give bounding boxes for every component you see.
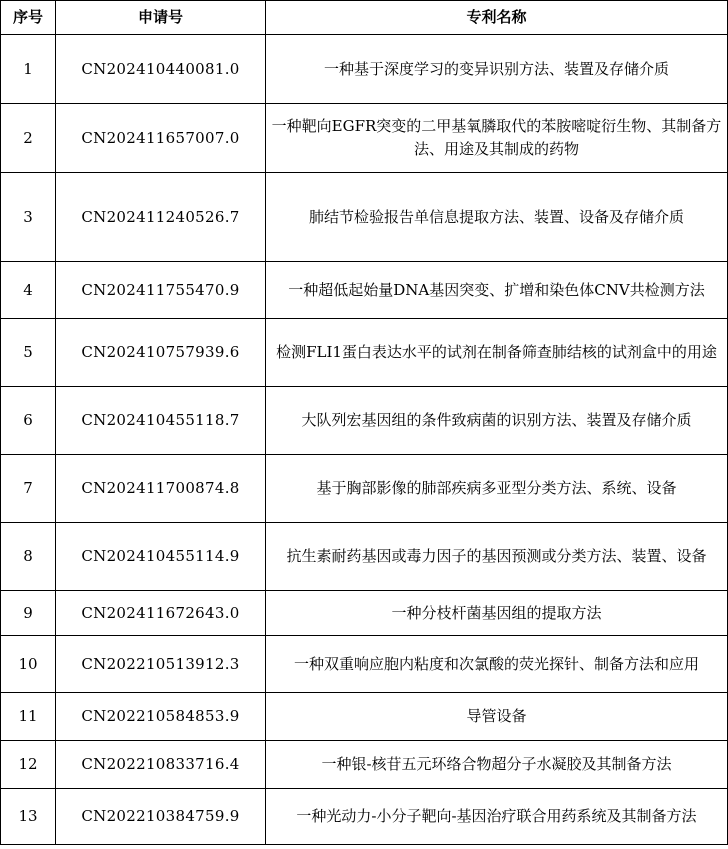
table-row [1,523,728,591]
row-title: 一种双重响应胞内粘度和次氯酸的荧光探针、制备方法和应用 [266,636,728,693]
row-index: 9 [1,591,56,636]
row-title: 大队列宏基因组的条件致病菌的识别方法、装置及存储介质 [266,387,728,455]
row-index: 11 [1,693,56,741]
row-application-number: CN202411672643.0 [56,591,266,636]
row-title: 一种靶向EGFR突变的二甲基氧膦取代的苯胺嘧啶衍生物、其制备方法、用途及其制成的药物 [266,104,728,173]
table-row [1,173,728,262]
row-index: 1 [1,35,56,104]
table-row [1,387,728,455]
row-title: 一种分枝杆菌基因组的提取方法 [266,591,728,636]
header-title: 专利名称 [266,1,728,35]
row-index: 8 [1,523,56,591]
row-index: 13 [1,789,56,845]
table-header-row [1,1,728,35]
row-application-number: CN202210584853.9 [56,693,266,741]
row-application-number: CN202410455114.9 [56,523,266,591]
row-application-number: CN202210384759.9 [56,789,266,845]
row-title: 基于胸部影像的肺部疾病多亚型分类方法、系统、设备 [266,455,728,523]
table-row [1,35,728,104]
header-index: 序号 [1,1,56,35]
header-application-number: 申请号 [56,1,266,35]
row-title: 导管设备 [266,693,728,741]
row-index: 4 [1,262,56,319]
row-index: 6 [1,387,56,455]
table-row [1,693,728,741]
row-title: 抗生素耐药基因或毒力因子的基因预测或分类方法、装置、设备 [266,523,728,591]
row-application-number: CN202410440081.0 [56,35,266,104]
row-title: 一种超低起始量DNA基因突变、扩增和染色体CNV共检测方法 [266,262,728,319]
table-row [1,636,728,693]
row-application-number: CN202411700874.8 [56,455,266,523]
row-index: 5 [1,319,56,387]
row-index: 12 [1,741,56,789]
row-application-number: CN202411755470.9 [56,262,266,319]
row-application-number: CN202410757939.6 [56,319,266,387]
row-title: 一种基于深度学习的变异识别方法、装置及存储介质 [266,35,728,104]
table-row [1,455,728,523]
row-index: 2 [1,104,56,173]
table-row [1,789,728,845]
row-index: 3 [1,173,56,262]
row-application-number: CN202411240526.7 [56,173,266,262]
table-row [1,741,728,789]
table-row [1,104,728,173]
row-title: 一种银-核苷五元环络合物超分子水凝胶及其制备方法 [266,741,728,789]
table-row [1,319,728,387]
row-index: 7 [1,455,56,523]
table-row [1,591,728,636]
row-index: 10 [1,636,56,693]
row-application-number: CN202210833716.4 [56,741,266,789]
row-application-number: CN202410455118.7 [56,387,266,455]
table-row [1,262,728,319]
row-title: 一种光动力-小分子靶向-基因治疗联合用药系统及其制备方法 [266,789,728,845]
row-application-number: CN202411657007.0 [56,104,266,173]
row-title: 检测FLI1蛋白表达水平的试剂在制备筛查肺结核的试剂盒中的用途 [266,319,728,387]
row-application-number: CN202210513912.3 [56,636,266,693]
row-title: 肺结节检验报告单信息提取方法、装置、设备及存储介质 [266,173,728,262]
